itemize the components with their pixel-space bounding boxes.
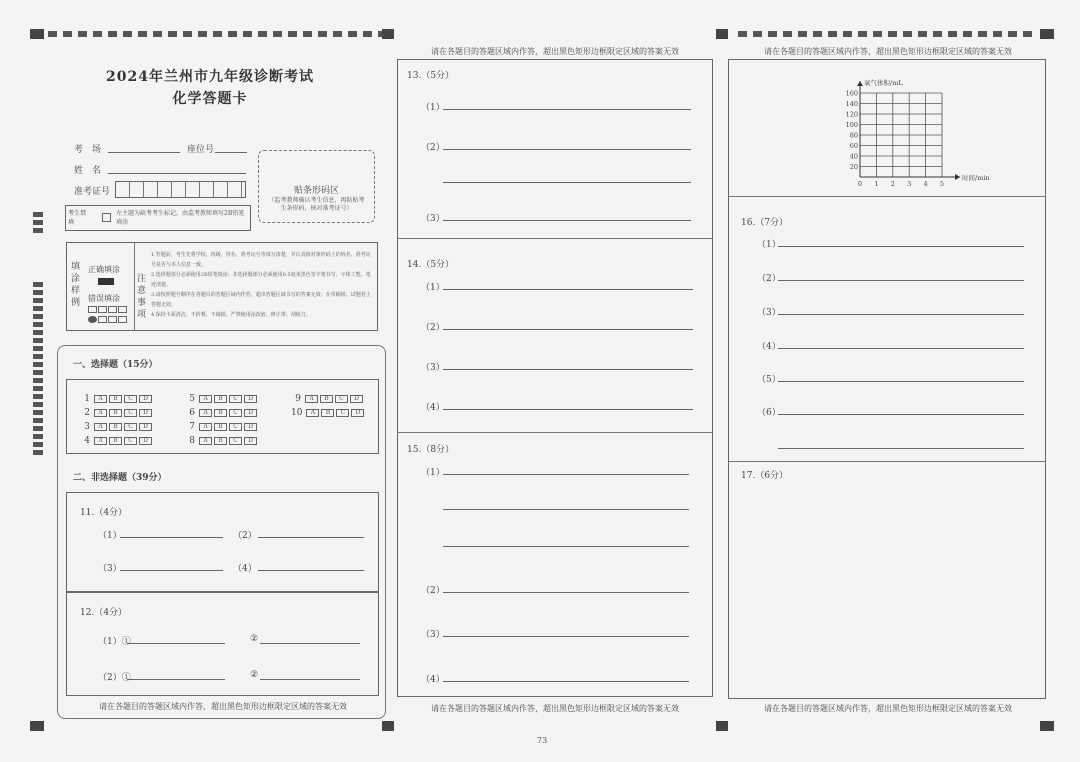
q16-answer-line[interactable] <box>778 381 1024 382</box>
question-number: 5 <box>189 394 195 404</box>
note-line: 3.请按照题号顺序在各题目的答题区域内作答，超出答题区域书写的答案无效；在草稿纸、试题卷上答题无效。 <box>151 292 371 308</box>
q12-label: 12.（4分） <box>80 608 128 618</box>
choice-bubble[interactable]: D <box>350 395 363 403</box>
q13-answer-line[interactable] <box>443 149 691 150</box>
y-tick-label: 140 <box>845 100 858 108</box>
q12-part-label: ② <box>250 670 259 680</box>
x-tick-label: 2 <box>890 180 895 188</box>
question-number: 4 <box>84 436 90 446</box>
footer-note: 请在各题目的答题区域内作答，超出黑色矩形边框限定区域的答案无效 <box>764 704 1012 713</box>
registration-mark <box>382 721 394 731</box>
choice-bubble[interactable]: C <box>229 395 242 403</box>
q15-answer-line[interactable] <box>443 681 689 682</box>
q14-answer-line[interactable] <box>443 409 693 410</box>
q14-part-label: （4） <box>421 403 445 413</box>
absent-label: 考生禁填 <box>68 210 87 226</box>
timing-track <box>738 31 1038 37</box>
q15-part-label: （2） <box>421 586 445 596</box>
barcode-area <box>258 150 375 223</box>
choice-bubble[interactable]: D <box>244 423 257 431</box>
q11-answer-line[interactable] <box>120 570 223 571</box>
question-number: 7 <box>189 422 195 432</box>
note-line: 2.选择题部分必须使用2B铅笔填涂；非选择题部分必须使用0.5毫米黑色签字笔书写，字体工整、笔迹清楚。 <box>151 272 371 288</box>
q15-answer-line[interactable] <box>443 474 689 475</box>
name-label: 姓 名 <box>74 166 102 176</box>
q16-part-label: （6） <box>757 408 781 418</box>
q15-answer-line[interactable] <box>443 546 689 547</box>
choice-bubble[interactable]: C <box>335 395 348 403</box>
exam-room-label: 考 场 <box>74 145 102 155</box>
x-tick-label: 5 <box>939 180 945 188</box>
q12-answer-line[interactable] <box>127 643 225 644</box>
footer-note: 请在各题目的答题区域内作答，超出黑色矩形边框限定区域的答案无效 <box>99 702 347 711</box>
choice-bubble[interactable]: D <box>244 409 257 417</box>
q16-label: 16.（7分） <box>741 218 789 228</box>
registration-mark <box>382 29 394 39</box>
q11-label: 11.（4分） <box>80 508 128 518</box>
choice-bubble[interactable]: C <box>124 409 137 417</box>
panel-divider <box>397 432 713 433</box>
q15-part-label: （3） <box>421 630 445 640</box>
question-number: 9 <box>295 394 301 404</box>
q13-part-label: （3） <box>421 214 445 224</box>
x-tick-label: 4 <box>923 180 928 188</box>
y-tick-label: 80 <box>849 131 858 140</box>
choice-bubble[interactable]: B <box>109 409 122 417</box>
choice-bubble[interactable]: D <box>139 423 152 431</box>
choice-question <box>80 436 152 446</box>
y-tick-label: 40 <box>849 152 858 161</box>
choice-bubble[interactable]: A <box>199 437 212 445</box>
choice-question <box>80 394 152 404</box>
notes-text <box>151 250 373 320</box>
choice-bubble[interactable]: D <box>351 409 364 417</box>
q17-label: 17.（6分） <box>741 471 789 481</box>
barcode-note: （监考教师确认考生信息，再粘贴考生条形码，核对准考证号） <box>268 197 365 212</box>
q12-answer-line[interactable] <box>260 643 360 644</box>
choice-bubble[interactable]: C <box>229 437 242 445</box>
fill-divider <box>134 243 135 330</box>
q16-answer-line[interactable] <box>778 314 1024 315</box>
question-number: 2 <box>84 408 90 418</box>
fill-example-box <box>66 242 378 331</box>
y-tick-label: 20 <box>849 163 858 171</box>
absent-checkbox[interactable] <box>102 213 111 222</box>
footer-note: 请在各题目的答题区域内作答，超出黑色矩形边框限定区域的答案无效 <box>431 704 679 713</box>
q11-part-label: （1） <box>98 531 122 541</box>
x-tick-label: 3 <box>907 180 912 188</box>
side-timing-marks <box>33 212 43 236</box>
notes-label: 注意事项 <box>137 274 147 320</box>
exam-title: 2024年兰州市九年级诊断考试 <box>106 69 314 85</box>
question-number: 6 <box>189 408 195 418</box>
ticket-number-boxes[interactable] <box>115 181 246 198</box>
q14-part-label: （3） <box>421 363 445 373</box>
question-number: 3 <box>84 422 90 432</box>
column-header-note: 请在各题目的答题区域内作答，超出黑色矩形边框限定区域的答案无效 <box>431 47 679 56</box>
timing-track <box>48 31 383 37</box>
choice-question <box>80 408 152 418</box>
choice-bubble[interactable]: B <box>109 437 122 445</box>
q15-part-label: （4） <box>421 675 445 685</box>
x-tick-label: 1 <box>874 180 879 188</box>
y-tick-label: 60 <box>849 142 858 150</box>
question-number: 1 <box>84 394 90 404</box>
name-field[interactable] <box>108 173 246 174</box>
note-line: 1.答题前，考生先将学校、班级、姓名、准考证号等填写清楚，并认真核对条形码上的姓名、准考证号是否与本人信息一致。 <box>151 252 371 268</box>
choice-bubble[interactable]: C <box>336 409 349 417</box>
answer-panel <box>397 59 713 697</box>
panel-divider <box>728 461 1046 462</box>
q15-answer-line[interactable] <box>443 509 689 510</box>
choice-bubble[interactable]: B <box>109 423 122 431</box>
y-tick-label: 160 <box>845 89 858 98</box>
choice-bubble[interactable]: B <box>320 395 333 403</box>
registration-mark <box>1040 721 1054 731</box>
absent-box <box>65 205 251 231</box>
registration-mark <box>30 29 44 39</box>
correct-fill-sample <box>98 278 114 285</box>
registration-mark <box>30 721 44 731</box>
registration-mark <box>1040 29 1054 39</box>
q15-answer-line[interactable] <box>443 592 689 593</box>
choice-bubble[interactable]: A <box>199 395 212 403</box>
q14-label: 14.（5分） <box>407 260 455 270</box>
wrong-fill-label: 错误填涂 <box>88 294 120 303</box>
q14-part-label: （1） <box>421 283 445 293</box>
q16-answer-line[interactable] <box>778 414 1024 415</box>
x-axis-arrow <box>955 174 960 180</box>
page-number: 73 <box>537 736 548 745</box>
choice-bubble[interactable]: A <box>94 395 107 403</box>
choice-bubble[interactable]: D <box>244 437 257 445</box>
choice-bubble[interactable]: D <box>139 409 152 417</box>
y-tick-label: 120 <box>845 110 858 119</box>
note-line: 4.保持卡面清洁，不折叠、不破损，严禁使用涂改液、修正带、刮纸刀。 <box>151 312 311 318</box>
q17-answer-area[interactable] <box>730 485 1044 695</box>
choice-bubble[interactable]: A <box>305 395 318 403</box>
q11-part-label: （3） <box>98 564 122 574</box>
fill-example-label: 填涂样例 <box>71 262 81 308</box>
q14-part-label: （2） <box>421 323 445 333</box>
q12-answer-line[interactable] <box>127 679 225 680</box>
q12-part-label: ② <box>250 634 259 644</box>
q16-part-label: （1） <box>757 240 781 250</box>
choice-bubble[interactable]: A <box>306 409 319 417</box>
y-axis-arrow <box>857 81 863 86</box>
choice-question <box>291 394 363 404</box>
choice-question <box>291 408 364 418</box>
choice-bubble[interactable]: D <box>139 395 152 403</box>
q16-part-label: （3） <box>757 308 781 318</box>
q15-answer-line[interactable] <box>443 636 689 637</box>
seat-field[interactable] <box>215 152 247 153</box>
q13-answer-line[interactable] <box>443 109 691 110</box>
q14-answer-line[interactable] <box>443 329 693 330</box>
q15-part-label: （1） <box>421 468 445 478</box>
q12-part-label: （1）① <box>98 637 131 647</box>
q11-part-label: （4） <box>233 564 257 574</box>
q11-answer-line[interactable] <box>258 570 364 571</box>
x-axis-label: 时间/min <box>962 174 990 182</box>
question-number: 8 <box>189 436 195 446</box>
choice-bubble[interactable]: B <box>214 437 227 445</box>
x-tick-label: 0 <box>857 180 863 188</box>
q11-part-label: （2） <box>233 531 257 541</box>
ticket-label: 准考证号 <box>74 187 111 197</box>
q16-answer-line[interactable] <box>778 280 1024 281</box>
q16-part-label: （2） <box>757 274 781 284</box>
q11-answer-line[interactable] <box>120 537 223 538</box>
choice-question <box>185 408 257 418</box>
barcode-title: 贴条形码区 <box>293 186 339 196</box>
q12-answer-line[interactable] <box>260 679 360 680</box>
y-axis-label: 氧气体积/mL <box>864 79 903 87</box>
q14-answer-line[interactable] <box>443 289 693 290</box>
q16-part-label: （5） <box>757 375 781 385</box>
choice-bubble[interactable]: A <box>94 409 107 417</box>
choice-bubble[interactable]: B <box>214 423 227 431</box>
q13-part-label: （1） <box>421 103 445 113</box>
q13-part-label: （2） <box>421 143 445 153</box>
choice-bubble[interactable]: A <box>94 437 107 445</box>
absent-note: 左主题为缺考考生标记，由监考教师填写2B铅笔填涂 <box>116 210 245 226</box>
choice-bubble[interactable]: C <box>124 437 137 445</box>
choice-bubble[interactable]: B <box>321 409 334 417</box>
q16-answer-line[interactable] <box>778 348 1024 349</box>
question-number: 10 <box>291 408 303 418</box>
choice-question <box>185 422 257 432</box>
choice-bubble[interactable]: C <box>124 395 137 403</box>
q16-answer-line[interactable] <box>778 448 1024 449</box>
q12-part-label: （2）① <box>98 673 131 683</box>
panel-divider <box>728 196 1046 197</box>
section1-title: 一、选择题（15分） <box>73 360 158 370</box>
wrong-fill-samples <box>88 306 130 324</box>
q13-answer-line[interactable] <box>443 182 691 183</box>
column-header-note: 请在各题目的答题区域内作答，超出黑色矩形边框限定区域的答案无效 <box>764 47 1012 56</box>
q13-label: 13.（5分） <box>407 71 455 81</box>
choice-bubble[interactable]: B <box>214 409 227 417</box>
exam-room-field[interactable] <box>108 152 180 153</box>
choice-bubble[interactable]: C <box>229 409 242 417</box>
choice-bubble[interactable]: B <box>109 395 122 403</box>
choice-question <box>185 436 257 446</box>
side-timing-marks <box>33 282 43 458</box>
choice-bubble[interactable]: B <box>214 395 227 403</box>
q13-answer-line[interactable] <box>443 220 691 221</box>
choice-bubble[interactable]: A <box>199 423 212 431</box>
choice-bubble[interactable]: D <box>139 437 152 445</box>
card-subtitle: 化学答题卡 <box>172 91 248 107</box>
correct-fill-label: 正确填涂 <box>88 265 120 274</box>
y-tick-label: 100 <box>845 121 858 129</box>
choice-question <box>185 394 257 404</box>
q16-part-label: （4） <box>757 342 781 352</box>
q16-answer-line[interactable] <box>778 246 1024 247</box>
q11-answer-line[interactable] <box>258 537 364 538</box>
choice-bubble[interactable]: A <box>94 423 107 431</box>
choice-bubble[interactable]: A <box>199 409 212 417</box>
choice-bubble[interactable]: C <box>229 423 242 431</box>
q14-answer-line[interactable] <box>443 369 693 370</box>
section2-title: 二、非选择题（39分） <box>73 473 167 483</box>
choice-bubble[interactable]: D <box>244 395 257 403</box>
choice-question <box>80 422 152 432</box>
seat-label: 座位号 <box>187 145 215 155</box>
oxygen-volume-chart <box>825 70 1005 190</box>
registration-mark <box>716 721 728 731</box>
q15-label: 15.（8分） <box>407 445 455 455</box>
registration-mark <box>716 29 728 39</box>
panel-divider <box>397 238 713 239</box>
choice-bubble[interactable]: C <box>124 423 137 431</box>
